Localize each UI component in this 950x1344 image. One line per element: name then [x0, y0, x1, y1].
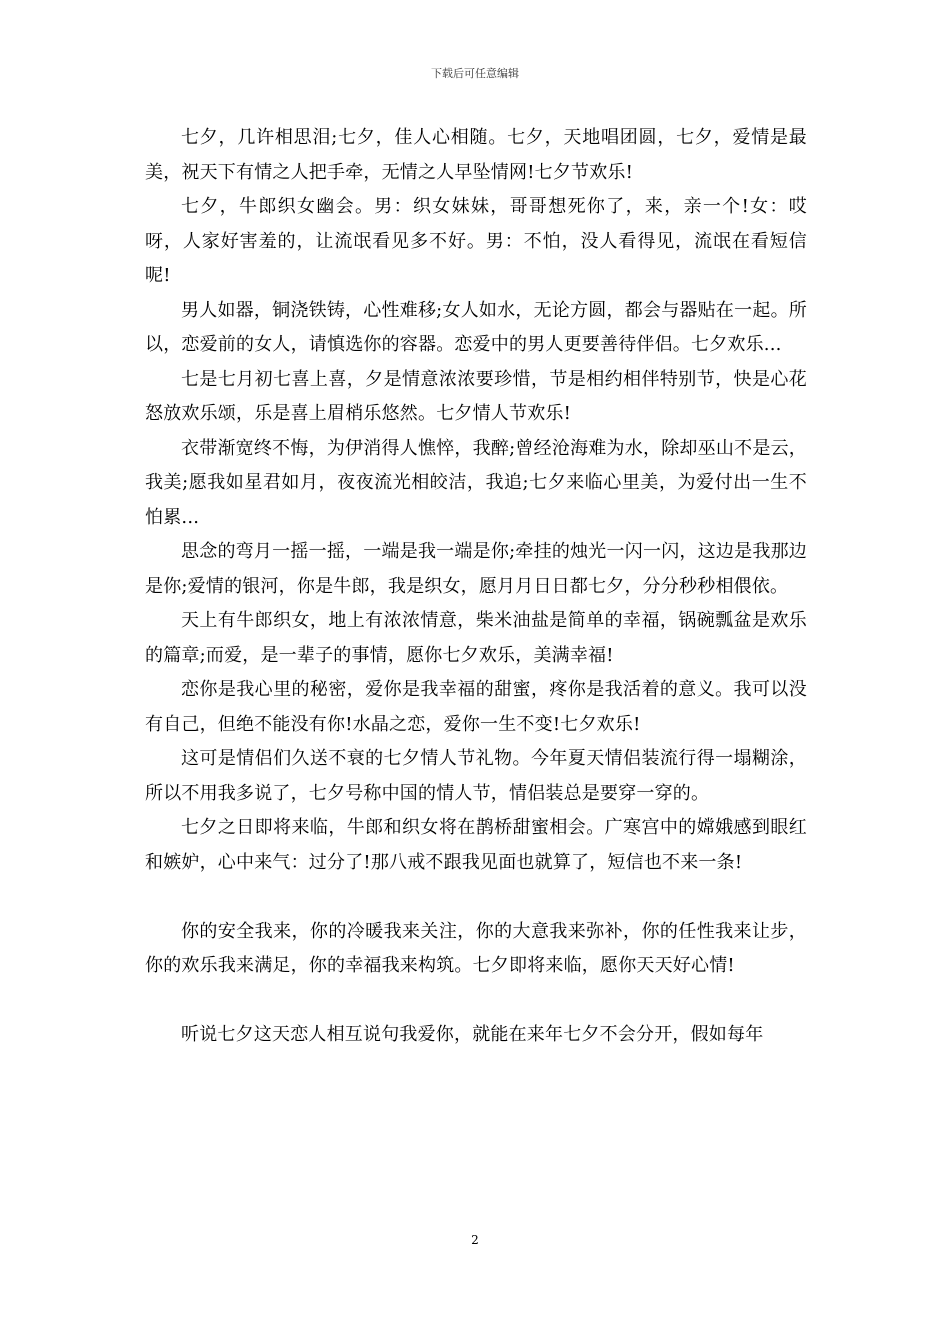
paragraph: 衣带渐宽终不悔，为伊消得人憔悴，我醉;曾经沧海难为水，除却巫山不是云，我美;愿我如星君如月，夜夜流光相皎洁，我追;七夕来临心里美，为爱付出一生不怕累...	[145, 437, 807, 528]
paragraph: 男人如器，铜浇铁铸，心性难移;女人如水，无论方圆，都会与器贴在一起。所以，恋爱前的女人，请慎选你的容器。恋爱中的男人更要善待伴侣。七夕欢乐...	[145, 299, 807, 355]
paragraph: 七是七月初七喜上喜，夕是情意浓浓要珍惜，节是相约相伴特别节，快是心花怒放欢乐颂，乐是喜上眉梢乐悠然。七夕情人节欢乐!	[145, 368, 807, 424]
paragraph: 七夕，几许相思泪;七夕，佳人心相随。七夕，天地唱团圆，七夕，爱情是最美，祝天下有情之人把手牵，无情之人早坠情网!七夕节欢乐!	[145, 127, 807, 183]
paragraph: 恋你是我心里的秘密，爱你是我幸福的甜蜜，疼你是我活着的意义。我可以没有自己，但绝不能没有你!水晶之恋，爱你一生不变!七夕欢乐!	[145, 679, 807, 735]
document-body	[145, 121, 807, 1053]
paragraph: 七夕之日即将来临，牛郎和织女将在鹊桥甜蜜相会。广寒宫中的嫦娥感到眼红和嫉妒，心中来气：过分了!那八戒不跟我见面也就算了，短信也不来一条!	[145, 817, 807, 873]
paragraph: 思念的弯月一摇一摇，一端是我一端是你;牵挂的烛光一闪一闪，这边是我那边是你;爱情的银河，你是牛郎，我是织女，愿月月日日都七夕，分分秒秒相偎依。	[145, 541, 807, 597]
page-number: 2	[471, 1233, 479, 1247]
paragraph: 天上有牛郎织女，地上有浓浓情意，柴米油盐是简单的幸福，锅碗瓢盆是欢乐的篇章;而爱，是一辈子的事情，愿你七夕欢乐，美满幸福!	[145, 610, 807, 666]
paragraph: 这可是情侣们久送不衰的七夕情人节礼物。今年夏天情侣装流行得一塌糊涂，所以不用我多说了，七夕号称中国的情人节，情侣装总是要穿一穿的。	[145, 748, 807, 804]
paragraph: 听说七夕这天恋人相互说句我爱你，就能在来年七夕不会分开，假如每年	[181, 1024, 764, 1045]
page-header: 下载后可任意编辑	[431, 67, 519, 80]
paragraph: 七夕，牛郎织女幽会。男：织女妹妹，哥哥想死你了，来，亲一个!女：哎呀，人家好害羞的，让流氓看见多不好。男：不怕，没人看得见，流氓在看短信呢!	[145, 196, 807, 286]
paragraph: 你的安全我来，你的冷暖我来关注，你的大意我来弥补，你的任性我来让步，你的欢乐我来满足，你的幸福我来构筑。七夕即将来临，愿你天天好心情!	[145, 920, 807, 976]
